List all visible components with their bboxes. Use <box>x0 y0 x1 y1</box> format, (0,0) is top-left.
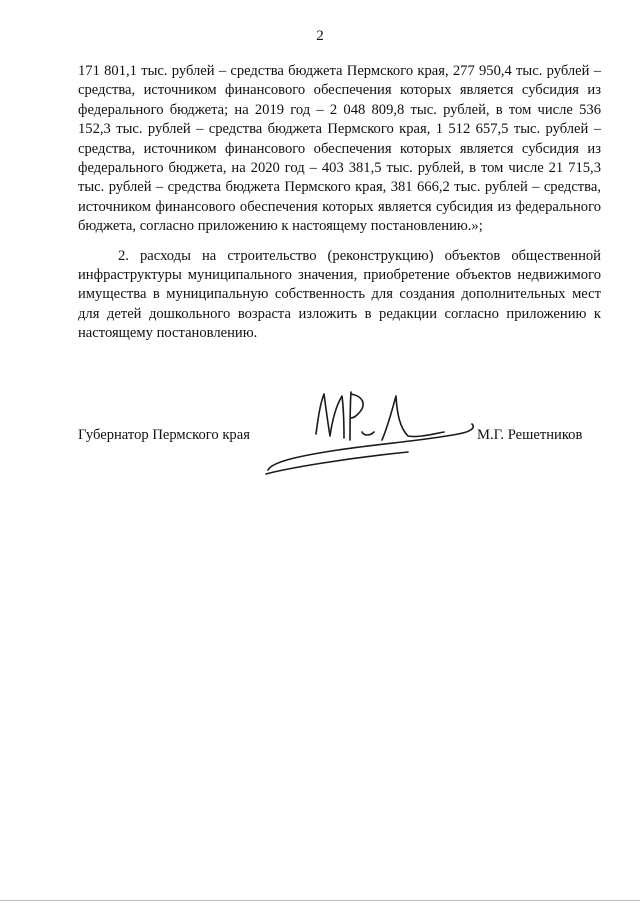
paragraph-2: 2. расходы на строительство (реконструкцию) объектов общественной инфраструктуры муниципального значения, приобретение объектов недвижимого имущества в муниципальную собственность для создания дополнительных мест для детей дошкольного возраста изложить в редакции согласно приложению к настоящему постановлению. <box>78 247 601 342</box>
signatory-position: Губернатор Пермского края <box>78 427 250 443</box>
paragraph-1: 171 801,1 тыс. рублей – средства бюджета Пермского края, 277 950,4 тыс. рублей – средства, источником финансового обеспечения которых является субсидия из федерального бюджета; на 2019 год – 2 048 809,8 тыс. рублей, в том числе 536 152,3 тыс. рублей – средства бюджета Пермского края, 1 512 657,5 тыс. рублей – средства, источником финансового обеспечения которых является субсидия из федерального бюджета, на 2020 год – 403 381,5 тыс. рублей, в том числе 21 715,3 тыс. рублей – средства бюджета Пермского края, 381 666,2 тыс. рублей – средства, источником финансового обеспечения которых является субсидия из федерального бюджета, согласно приложению к настоящему постановлению.»; <box>78 63 601 235</box>
page-bottom-edge <box>0 900 640 901</box>
signatory-name: М.Г. Решетников <box>477 427 583 443</box>
handwritten-signature <box>258 374 488 479</box>
document-body <box>78 62 601 344</box>
page-number: 2 <box>316 28 324 44</box>
